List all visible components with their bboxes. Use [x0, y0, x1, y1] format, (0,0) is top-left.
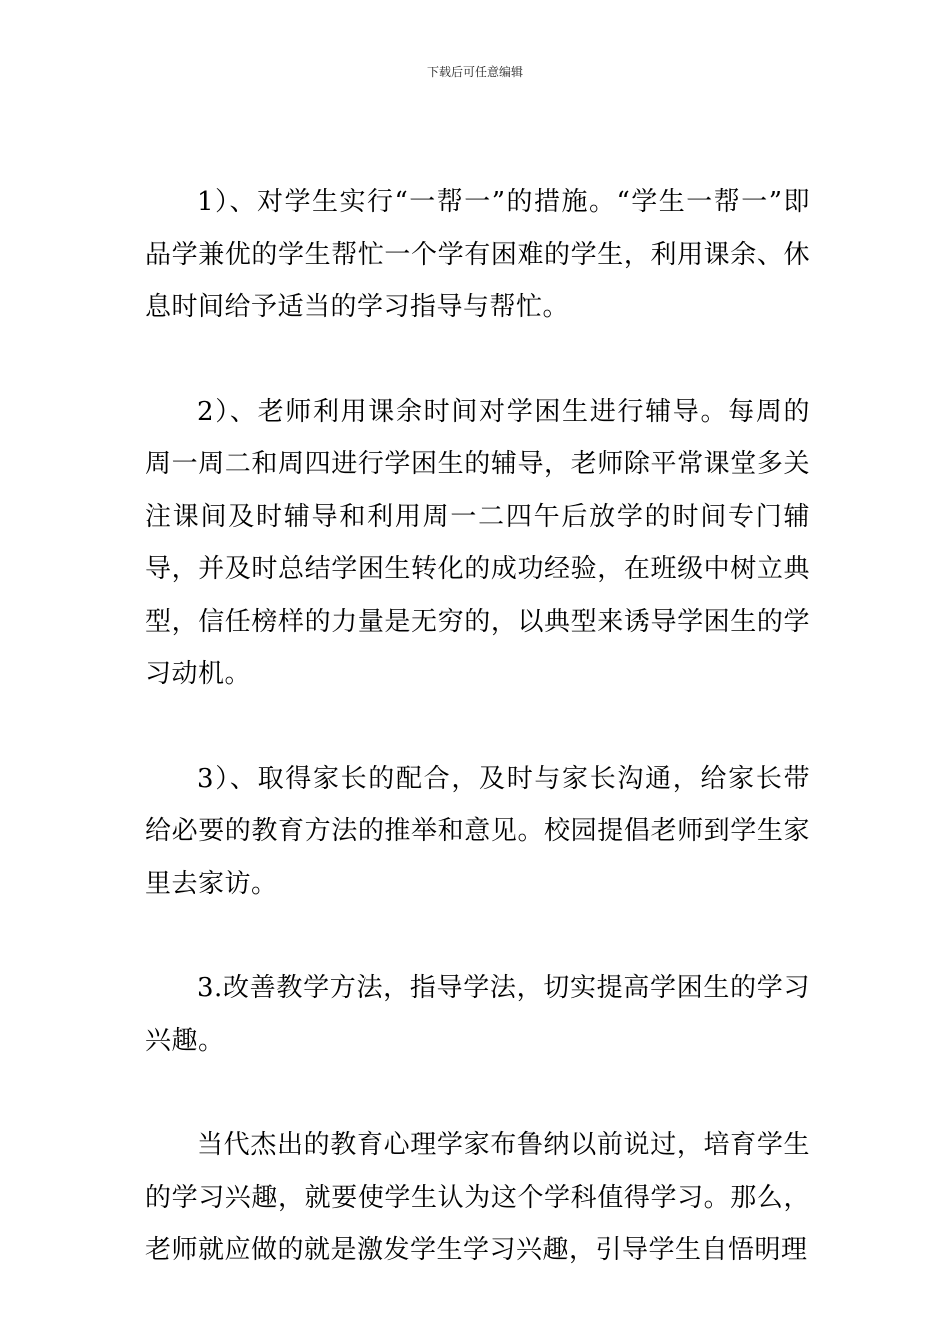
- document-body: [145, 176, 810, 1277]
- paragraph-gap: [145, 910, 810, 962]
- page-header: 下载后可任意编辑: [426, 65, 523, 79]
- paragraph-3: 3）、取得家长的配合，及时与家长沟通，给家长带给必要的教育方法的推举和意见。校园提倡老师到学生家里去家访。: [145, 763, 810, 899]
- paragraph-gap: [145, 1067, 810, 1119]
- section-heading-3: 3.改善教学方法，指导学法，切实提高学困生的学习兴趣。: [145, 973, 810, 1056]
- paragraph-2: 2）、老师利用课余时间对学困生进行辅导。每周的周一周二和周四进行学困生的辅导，老师除平常课堂多关注课间及时辅导和利用周一二四午后放学的时间专门辅导，并及时总结学困生转化的成功经验，在班级中树立典型，信任榜样的力量是无穷的，以典型来诱导学困生的学习动机。: [145, 396, 810, 689]
- paragraph-1: 1）、对学生实行“一帮一”的措施。“学生一帮一”即品学兼优的学生帮忙一个学有困难的学生，利用课余、休息时间给予适当的学习指导与帮忙。: [145, 187, 810, 322]
- paragraph-gap: [145, 334, 810, 386]
- paragraph-5: 当代杰出的教育心理学家布鲁纳以前说过，培育学生的学习兴趣，就要使学生认为这个学科值得学习。那么，老师就应做的就是激发学生学习兴趣，引导学生自悟明理: [145, 1130, 810, 1265]
- paragraph-gap: [145, 701, 810, 753]
